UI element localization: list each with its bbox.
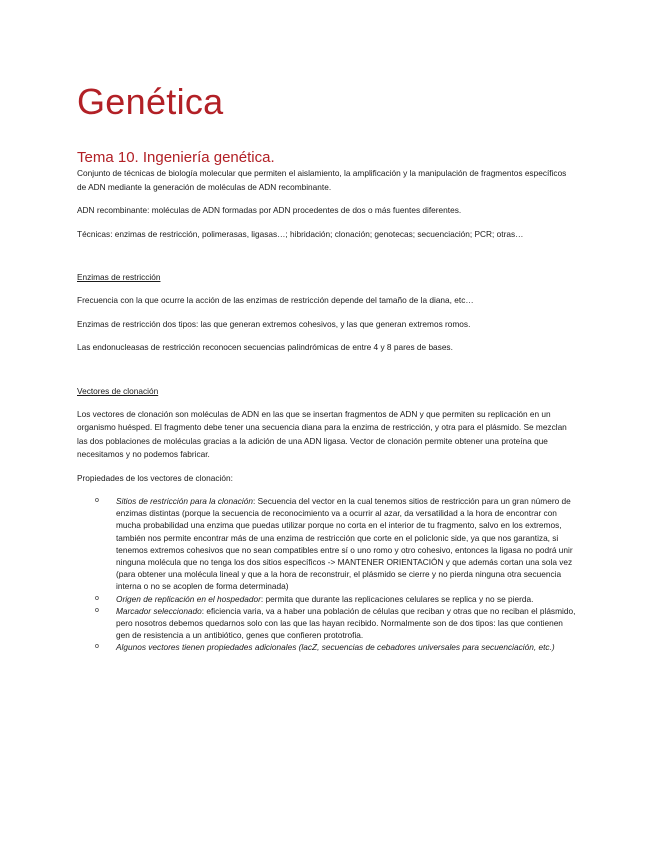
list-item xyxy=(95,641,577,653)
enzimas-paragraph: Enzimas de restricción dos tipos: las que generan extremos cohesivos, y las que generan extremos romos. xyxy=(77,318,471,329)
property-term: Origen de replicación en el hospedador xyxy=(116,593,261,604)
property-text: : permita que durante las replicaciones celulares se replica y no se pierda. xyxy=(260,593,534,604)
intro-paragraph: Conjunto de técnicas de biología molecular que permiten el aislamiento, la amplificación y la manipulación de fragmentos específicos de ADN mediante la generación de moléculas de ADN recombinante. xyxy=(77,168,567,192)
properties-intro: Propiedades de los vectores de clonación: xyxy=(77,472,233,483)
list-item xyxy=(95,495,577,593)
document-body xyxy=(77,80,577,654)
bullet-icon: o xyxy=(95,594,99,602)
list-item xyxy=(95,593,577,605)
enzimas-paragraph: Frecuencia con la que ocurre la acción de las enzimas de restricción depende del tamaño de la diana, etc… xyxy=(77,295,474,305)
bullet-icon: o xyxy=(95,643,99,651)
properties-list xyxy=(77,495,577,654)
vectores-paragraph: Los vectores de clonación son moléculas de ADN en las que se insertan fragmentos de ADN y que permiten su replicación en un organismo huésped. El fragmento debe tener una secuencia diana para la enzima de restricción, y otra para el plásmido. Se mezclan las dos poblaciones de moléculas gracias a la adición de una ADN ligasa. Vector de clonación permite obtener una proteína que necesitamos y no podemos fabricar. xyxy=(77,408,567,459)
list-item xyxy=(95,605,577,642)
property-term: Marcador seleccionado xyxy=(116,605,202,616)
document-title: Genética xyxy=(77,81,224,122)
property-text: : eficiencia varia, va a haber una población de células que reciban y otras que no reciban el plásmido, pero nosotros debemos quedarnos solo con las que las hayan recibido. Normalmente son de dos tipos: las que contienen gen de resistencia a un antibiótico, genes que confieren prototrofia. xyxy=(116,605,576,641)
enzimas-paragraph: Las endonucleasas de restricción reconocen secuencias palindrómicas de entre 4 y 8 pares de bases. xyxy=(77,342,453,352)
intro-paragraph: Técnicas: enzimas de restricción, polimerasas, ligasas…; hibridación; clonación; genotecas; secuenciación; PCR; otras… xyxy=(77,228,524,239)
property-text: : Secuencia del vector en la cual tenemos sitios de restricción para un gran número de enzimas distintas (porque la secuencia de reconocimiento va a ocurrir al azar, da versatilidad a la hora de encontrar con mucha probabilidad una enzima que puedas utilizar porque no corta en el interior de tu fragmento, salvo en los extremos, también nos permite encontrar más de una enzima de restricción que corte en el policlonic side, ya que nos garantiza, si tenemos extremos cohesivos que no sean compatibles entre sí o uno romo y otro cohesivo, entonces la ligasa no podrá unir ninguna molécula que no tenga los dos sitios específicos -> MANTENER ORIENTACIÓN y que además cortan una sola vez (para obtener una molécula lineal y que a la hora de reconstruir, el plásmido se cierre y no pierda ninguna otra secuencia interna o no se acoplen de forma determinada) xyxy=(116,496,573,592)
enzimas-heading: Enzimas de restricción xyxy=(77,272,161,282)
bullet-icon: o xyxy=(95,606,99,614)
property-term: Algunos vectores tienen propiedades adicionales (lacZ, secuencias de cebadores universales para secuenciación, etc.) xyxy=(116,642,555,653)
vectores-heading: Vectores de clonación xyxy=(77,385,159,396)
intro-paragraph: ADN recombinante: moléculas de ADN formadas por ADN procedentes de dos o más fuentes diferentes. xyxy=(77,205,462,215)
property-term: Sitios de restricción para la clonación xyxy=(116,496,253,506)
bullet-icon: o xyxy=(95,497,99,504)
section-title: Tema 10. Ingeniería genética. xyxy=(77,149,275,166)
